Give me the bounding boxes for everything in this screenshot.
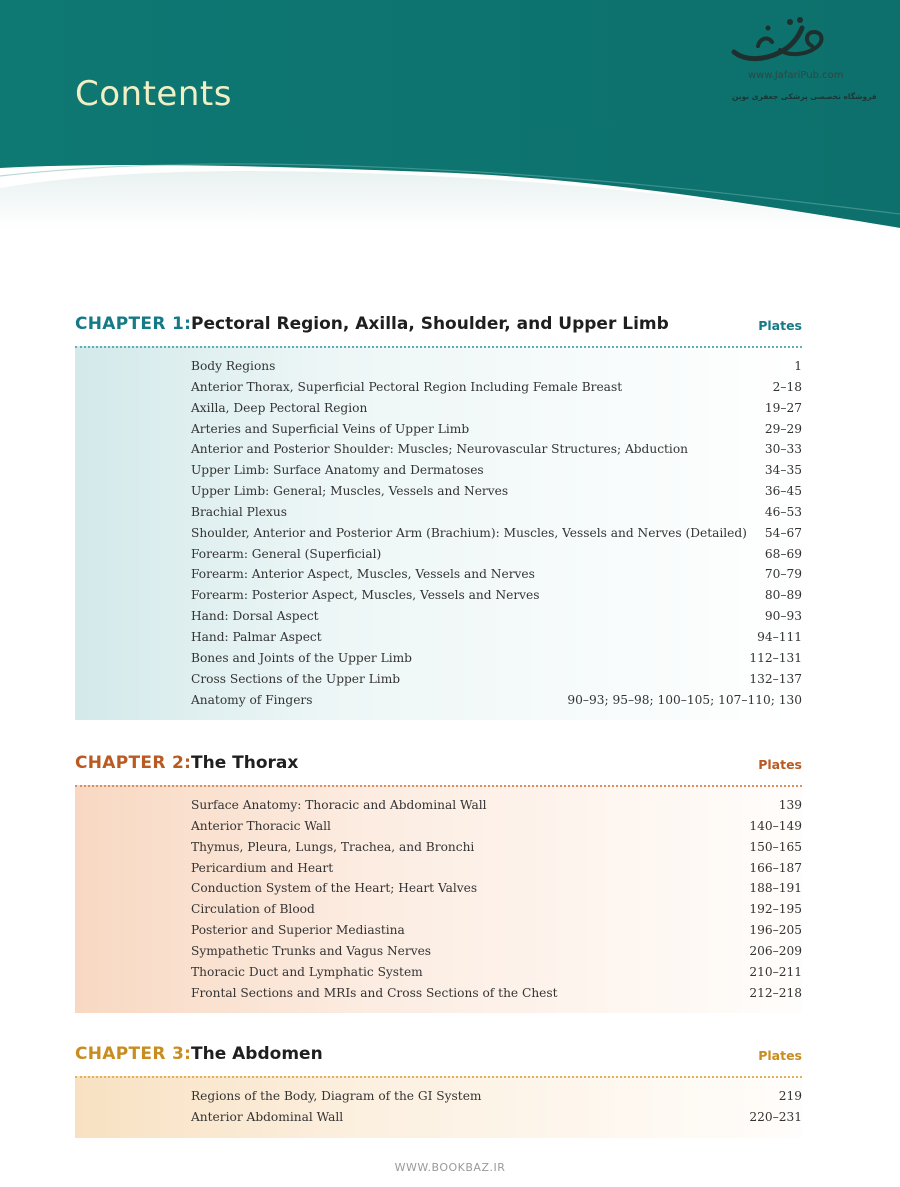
header-band bbox=[0, 0, 900, 230]
toc-entry bbox=[75, 398, 802, 419]
toc-entry bbox=[75, 377, 802, 398]
chapter-title: Pectoral Region, Axilla, Shoulder, and Upper Limb bbox=[191, 314, 669, 334]
toc-entry bbox=[75, 481, 802, 502]
toc-entry-plates: 46–53 bbox=[764, 504, 802, 519]
chapter-2-section bbox=[75, 753, 802, 1013]
toc-entry bbox=[75, 564, 802, 585]
toc-entry bbox=[75, 356, 802, 377]
plates-column-label: Plates bbox=[758, 757, 802, 772]
toc-entry-title: Upper Limb: General; Muscles, Vessels and Nerves bbox=[191, 484, 509, 499]
chapter-1-section bbox=[75, 314, 802, 720]
toc-entry-plates: 70–79 bbox=[764, 567, 802, 582]
toc-entry-title: Arteries and Superficial Veins of Upper Limb bbox=[191, 421, 470, 436]
toc-entry-plates: 112–131 bbox=[749, 650, 802, 665]
toc-entry-title: Surface Anatomy: Thoracic and Abdominal Wall bbox=[191, 798, 487, 812]
toc-entry-title: Bones and Joints of the Upper Limb bbox=[191, 650, 412, 665]
toc-entry bbox=[75, 627, 802, 648]
toc-entry bbox=[75, 858, 802, 879]
toc-entry-plates: 30–33 bbox=[764, 442, 802, 457]
chapter-heading bbox=[75, 753, 802, 785]
toc-entry-title: Anterior Thorax, Superficial Pectoral Region Including Female Breast bbox=[191, 379, 623, 394]
toc-entry-title: Sympathetic Trunks and Vagus Nerves bbox=[191, 943, 432, 958]
chapter-heading bbox=[75, 1044, 802, 1076]
footer-watermark: WWW.BOOKBAZ.IR bbox=[394, 1161, 506, 1174]
toc-entry bbox=[75, 439, 802, 460]
toc-entry-plates: 90–93; 95–98; 100–105; 107–110; 130 bbox=[567, 692, 802, 707]
chapter-entries bbox=[75, 785, 802, 1013]
toc-entry bbox=[75, 962, 802, 983]
toc-entry-title: Anterior Abdominal Wall bbox=[191, 1109, 344, 1124]
toc-entry bbox=[75, 460, 802, 481]
toc-entry-title: Body Regions bbox=[191, 359, 276, 373]
toc-entry-title: Upper Limb: Surface Anatomy and Dermatoses bbox=[191, 463, 484, 478]
toc-entry-plates: 80–89 bbox=[764, 588, 802, 603]
toc-entry-plates: 196–205 bbox=[749, 923, 802, 938]
toc-entry bbox=[75, 816, 802, 837]
chapter-label: CHAPTER 2: bbox=[75, 753, 192, 773]
toc-entry-plates: 206–209 bbox=[749, 943, 802, 958]
toc-entry-title: Frontal Sections and MRIs and Cross Sections of the Chest bbox=[191, 985, 558, 1000]
toc-entry-plates: 139 bbox=[778, 798, 802, 812]
toc-entry bbox=[75, 878, 802, 899]
publisher-tagline: فروشگاه تخصصی پزشکی جعفری نوین bbox=[732, 92, 877, 101]
toc-entry bbox=[75, 585, 802, 606]
toc-entry-title: Hand: Palmar Aspect bbox=[191, 629, 322, 644]
toc-entry-plates: 34–35 bbox=[764, 463, 802, 478]
toc-entry-plates: 29–29 bbox=[764, 421, 802, 436]
toc-entry-plates: 2–18 bbox=[772, 379, 802, 394]
plates-column-label: Plates bbox=[758, 1048, 802, 1063]
publisher-url: www.JafariPub.com bbox=[748, 70, 844, 81]
toc-entry-plates: 132–137 bbox=[749, 671, 802, 686]
toc-entry-plates: 150–165 bbox=[749, 839, 802, 854]
toc-entry-title: Anterior and Posterior Shoulder: Muscles; Neurovascular Structures; Abduction bbox=[191, 442, 689, 457]
chapter-title: The Abdomen bbox=[191, 1044, 323, 1064]
toc-entry-title: Thymus, Pleura, Lungs, Trachea, and Bronchi bbox=[191, 839, 475, 854]
toc-entry-plates: 210–211 bbox=[749, 964, 802, 979]
toc-entry bbox=[75, 606, 802, 627]
toc-entry bbox=[75, 983, 802, 1004]
toc-entry bbox=[75, 690, 802, 711]
chapter-label: CHAPTER 1: bbox=[75, 314, 192, 334]
toc-entry bbox=[75, 920, 802, 941]
toc-entry-title: Brachial Plexus bbox=[191, 504, 287, 519]
toc-entry-plates: 166–187 bbox=[749, 860, 802, 875]
toc-entry-title: Posterior and Superior Mediastina bbox=[191, 923, 405, 938]
toc-entry-plates: 220–231 bbox=[749, 1109, 802, 1124]
chapter-entries bbox=[75, 346, 802, 720]
toc-entry-plates: 19–27 bbox=[764, 400, 802, 415]
toc-entry-title: Hand: Dorsal Aspect bbox=[191, 609, 319, 624]
toc-entry-plates: 219 bbox=[778, 1089, 802, 1103]
toc-entry-plates: 212–218 bbox=[749, 985, 802, 1000]
toc-entry-plates: 140–149 bbox=[749, 818, 802, 833]
toc-entry bbox=[75, 523, 802, 544]
toc-entry bbox=[75, 1107, 802, 1128]
chapter-entries bbox=[75, 1076, 802, 1138]
toc-entry bbox=[75, 795, 802, 816]
toc-entry-title: Forearm: Posterior Aspect, Muscles, Vessels and Nerves bbox=[191, 588, 540, 603]
toc-entry-plates: 54–67 bbox=[764, 525, 802, 540]
toc-entry bbox=[75, 899, 802, 920]
toc-entry-plates: 94–111 bbox=[757, 629, 802, 644]
page-title: Contents bbox=[75, 74, 232, 114]
toc-entry-title: Circulation of Blood bbox=[191, 902, 315, 917]
toc-entry-plates: 1 bbox=[794, 359, 802, 373]
chapter-heading bbox=[75, 314, 802, 346]
chapter-3-section bbox=[75, 1044, 802, 1138]
toc-entry-plates: 36–45 bbox=[764, 484, 802, 499]
toc-entry bbox=[75, 669, 802, 690]
toc-entry bbox=[75, 941, 802, 962]
toc-entry-title: Anatomy of Fingers bbox=[191, 692, 313, 707]
toc-entry bbox=[75, 544, 802, 565]
toc-entry bbox=[75, 1086, 802, 1107]
toc-entry-title: Axilla, Deep Pectoral Region bbox=[191, 400, 368, 415]
publisher-logo-icon bbox=[728, 16, 828, 64]
toc-entry-title: Shoulder, Anterior and Posterior Arm (Brachium): Muscles, Vessels and Nerves (Detailed) bbox=[191, 525, 747, 540]
toc-entry-title: Anterior Thoracic Wall bbox=[191, 818, 331, 833]
toc-entry-title: Cross Sections of the Upper Limb bbox=[191, 671, 401, 686]
toc-entry-plates: 192–195 bbox=[749, 902, 802, 917]
toc-entry-title: Forearm: General (Superficial) bbox=[191, 546, 382, 561]
toc-entry-plates: 68–69 bbox=[764, 546, 802, 561]
chapter-label: CHAPTER 3: bbox=[75, 1044, 192, 1064]
toc-entry-plates: 188–191 bbox=[749, 881, 802, 896]
toc-entry bbox=[75, 419, 802, 440]
toc-entry-plates: 90–93 bbox=[764, 609, 802, 624]
publisher-logo bbox=[728, 16, 878, 106]
toc-entry-title: Regions of the Body, Diagram of the GI System bbox=[191, 1089, 482, 1103]
toc-entry-title: Forearm: Anterior Aspect, Muscles, Vessels and Nerves bbox=[191, 567, 535, 582]
toc-entry-title: Pericardium and Heart bbox=[191, 860, 334, 875]
chapter-title: The Thorax bbox=[191, 753, 299, 773]
toc-entry bbox=[75, 837, 802, 858]
plates-column-label: Plates bbox=[758, 318, 802, 333]
toc-entry bbox=[75, 502, 802, 523]
toc-entry-title: Thoracic Duct and Lymphatic System bbox=[191, 964, 423, 979]
toc-entry-title: Conduction System of the Heart; Heart Valves bbox=[191, 881, 478, 896]
toc-entry bbox=[75, 648, 802, 669]
